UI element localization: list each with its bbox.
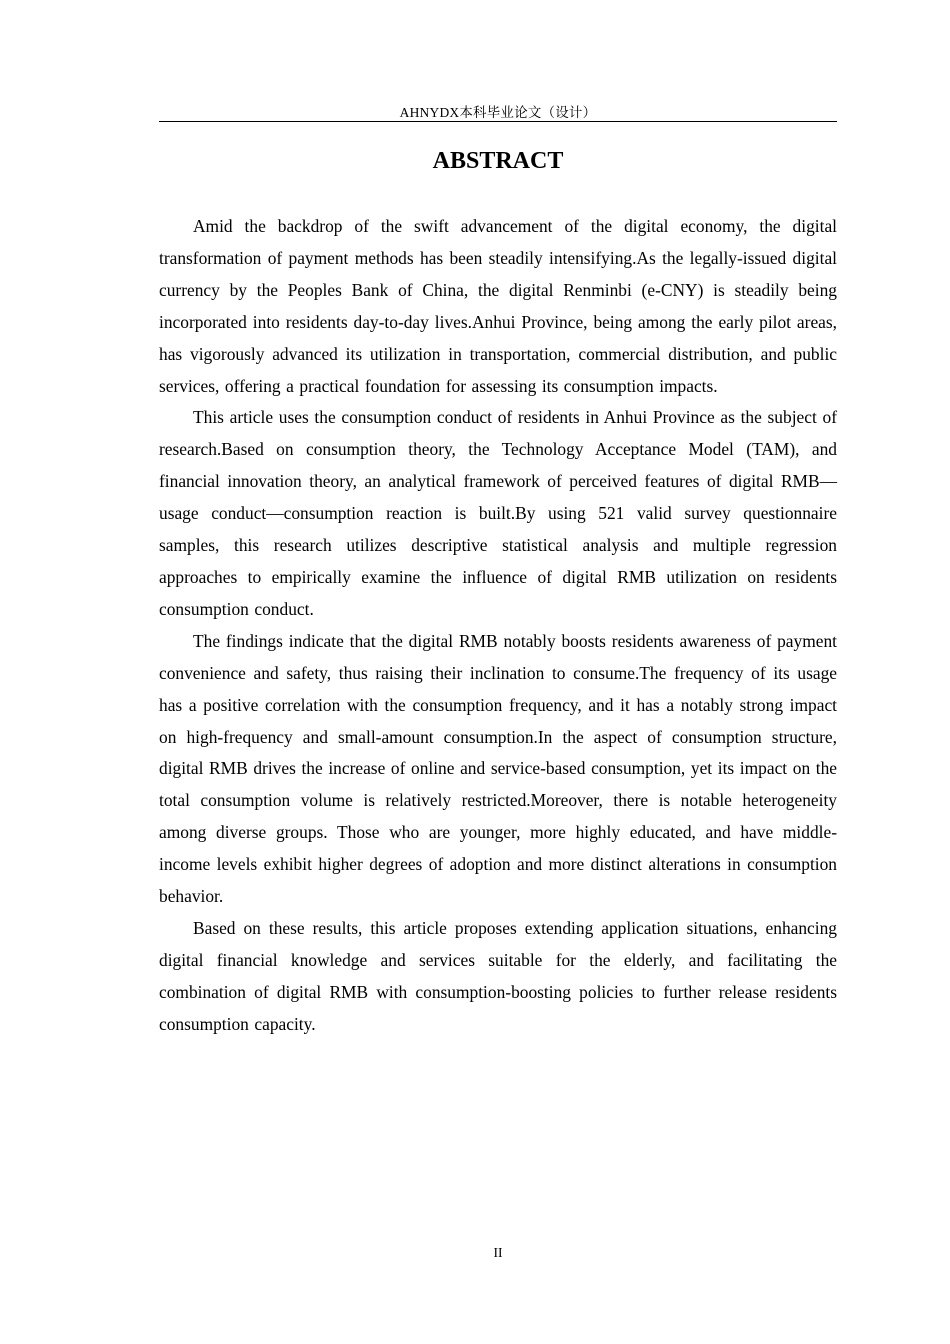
page-number: II (493, 1245, 503, 1260)
page-title: ABSTRACT (432, 148, 564, 174)
running-header: AHNYDX本科毕业论文（设计） (399, 105, 597, 120)
abstract-body (159, 211, 837, 1041)
abstract-paragraph-1: Amid the backdrop of the swift advancement of the digital economy, the digital transformation of payment methods has been steadily intensifying.As the legally-issued digital currency by the Peoples Bank of China, the digital Renminbi (e-CNY) is steadily being incorporated into residents day-to-day lives.Anhui Province, being among the early pilot areas, has vigorously advanced its utilization in transportation, commercial distribution, and public services, offering a practical foundation for assessing its consumption impacts. (159, 216, 837, 396)
header-divider (159, 121, 837, 122)
abstract-paragraph-4: Based on these results, this article proposes extending application situations, enhancing digital financial knowledge and services suitable for the elderly, and facilitating the combination of digital RMB with consumption-boosting policies to further release residents consumption capacity. (159, 917, 837, 1034)
abstract-paragraph-3: The findings indicate that the digital RMB notably boosts residents awareness of payment convenience and safety, thus raising their inclination to consume.The frequency of its usage has a positive correlation with the consumption frequency, and it has a notably strong impact on high-frequency and small-amount consumption.In the aspect of consumption structure, digital RMB drives the increase of online and service-based consumption, yet its impact on the total consumption volume is relatively restricted.Moreover, there is notable heterogeneity among diverse groups. Those who are younger, more highly educated, and have middle-income levels exhibit higher degrees of adoption and more distinct alterations in consumption behavior. (159, 630, 837, 907)
abstract-paragraph-2: This article uses the consumption conduct of residents in Anhui Province as the subject of research.Based on consumption theory, the Technology Acceptance Model (TAM), and financial innovation theory, an analytical framework of perceived features of digital RMB—usage conduct—consumption reaction is built.By using 521 valid survey questionnaire samples, this research utilizes descriptive statistical analysis and multiple regression approaches to empirically examine the influence of digital RMB utilization on residents consumption conduct. (159, 407, 837, 619)
